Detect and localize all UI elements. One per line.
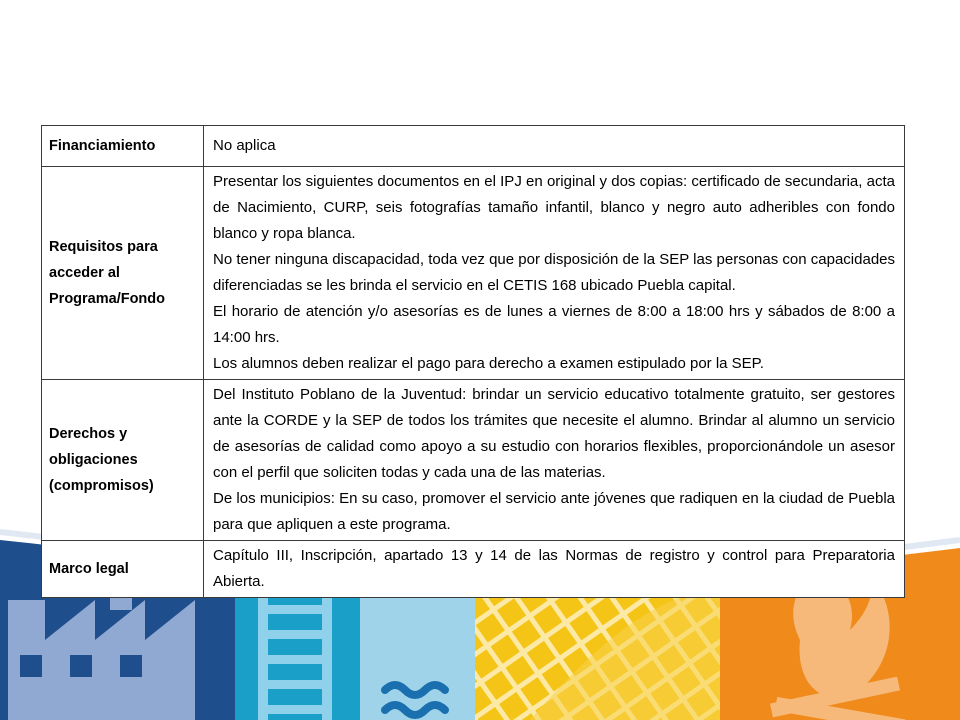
row-paragraph: Del Instituto Poblano de la Juventud: brindar un servicio educativo totalmente gratuito, ser gestores ante la CORDE y la SEP de todos los trámites que necesite el alumno. Brindar al alumno un servicio de asesorías de calidad como apoyo a su estudio con horarios flexibles, proporcionándole un asesor con el perfil que soliciten todas y cada una de las materias. [213,386,895,481]
row-value [204,126,905,167]
row-paragraph: El horario de atención y/o asesorías es de lunes a viernes de 8:00 a 18:00 hrs y sábados de 8:00 a 14:00 hrs. [213,303,895,346]
row-paragraph: Presentar los siguientes documentos en el IPJ en original y dos copias: certificado de secundaria, acta de Nacimiento, CURP, seis fotografías tamaño infantil, blanco y negro auto adheribles con fondo blanco y ropa blanca. [213,173,895,242]
program-info-table [41,125,905,598]
row-paragraph: No aplica [213,137,276,154]
row-paragraph: De los municipios: En su caso, promover el servicio ante jóvenes que radiquen en la ciudad de Puebla para que apliquen a este programa. [213,490,895,533]
table-row [42,541,905,598]
row-value [204,541,905,598]
row-paragraph: Capítulo III, Inscripción, apartado 13 y 14 de las Normas de registro y control para Preparatoria Abierta. [213,547,895,590]
row-paragraph: Los alumnos deben realizar el pago para derecho a examen estipulado por la SEP. [213,355,764,372]
row-value [204,380,905,541]
table-row [42,380,905,541]
row-label: Derechos y obligaciones (compromisos) [42,380,204,541]
row-label: Marco legal [42,541,204,598]
table-row [42,126,905,167]
row-value [204,167,905,380]
row-label: Financiamiento [42,126,204,167]
row-label: Requisitos para acceder al Programa/Fondo [42,167,204,380]
table-row [42,167,905,380]
row-paragraph: No tener ninguna discapacidad, toda vez que por disposición de la SEP las personas con capacidades diferenciadas se les brinda el servicio en el CETIS 168 ubicado Puebla capital. [213,251,895,294]
